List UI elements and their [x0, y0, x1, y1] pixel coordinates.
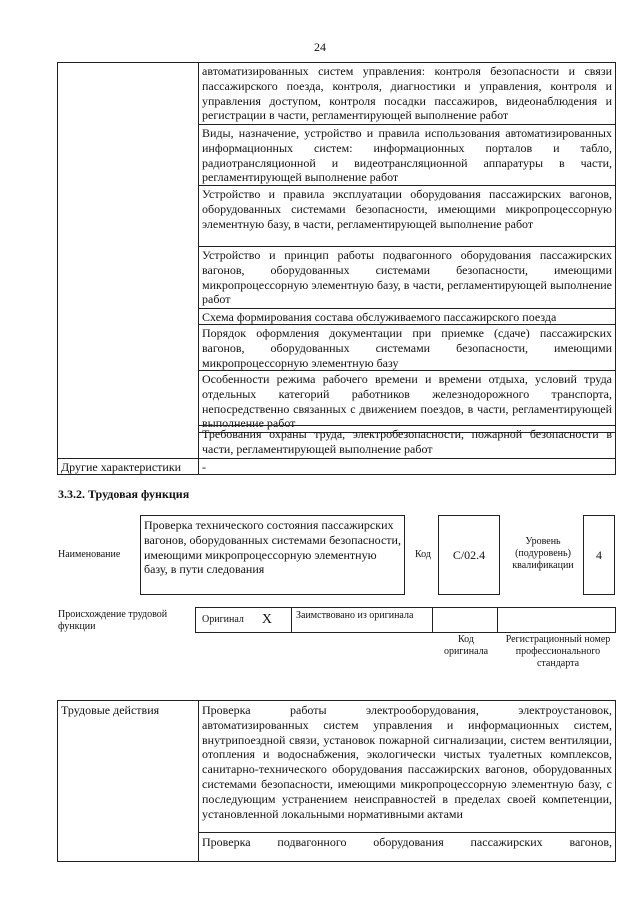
- original-cell: [195, 607, 292, 633]
- origin-label: Происхождение трудовой функции: [58, 609, 168, 632]
- knowledge-row: Требования охраны труда, электробезопасности, пожарной безопасности в части, регламентирующей выполнение работ: [198, 425, 616, 459]
- knowledge-row: Устройство и принцип работы подвагонного оборудования пассажирских вагонов, оборудованных системами безопасности, имеющими микропроцессорную элементную базу, в части, регламентирующей выполнение работ: [198, 246, 616, 309]
- reg-number-label: Регистрационный номер профессионального стандарта: [505, 634, 611, 669]
- level-value: 4: [583, 515, 615, 595]
- code-label: Код: [415, 549, 431, 560]
- borrowed-cell: Заимствовано из оригинала: [291, 607, 433, 633]
- original-label: Оригинал: [202, 614, 244, 625]
- name-label: Наименование: [58, 549, 121, 560]
- page-number: 24: [314, 40, 326, 54]
- action-row: Проверка работы электрооборудования, электроустановок, автоматизированных систем управления и информационных систем, внутрипоездной связи, установок пожарной сигнализации, систем вентиляции, отопления и водоснабжения, экологически чистых туалетных комплексов, санитарно-технического оборудования пассажирских вагонов, оборудованных системами безопасности, имеющими микропроцессорную элементную базу, с последующим устранением неисправностей в пределах своей компетенции, установленной локальными нормативными актами: [198, 700, 616, 833]
- level-label: Уровень (подуровень) квалификации: [512, 536, 574, 571]
- knowledge-row: Схема формирования состава обслуживаемого пассажирского поезда: [198, 308, 616, 325]
- function-name-value: Проверка технического состояния пассажирских вагонов, оборудованных системами безопасности, имеющими микропроцессорную элементную базу, в пути следования: [140, 515, 405, 595]
- code-original-box: [432, 607, 498, 633]
- function-code-value: C/02.4: [438, 515, 500, 595]
- actions-label: Трудовые действия: [57, 700, 199, 862]
- reg-number-box: [497, 607, 616, 633]
- knowledge-row: автоматизированных систем управления: контроля безопасности и связи пассажирского поезда, контроля, диагностики и управления, контроля и управления доступом, контроля посадки пассажиров, видеонаблюдения и регистрации в части, регламентирующей выполнение работ: [198, 62, 616, 125]
- knowledge-row: Виды, назначение, устройство и правила использования автоматизированных информационных систем: информационных порталов и табло, радиотрансляционной и видеотрансляционной аппаратуры в части, регламентирующей выполнение работ: [198, 124, 616, 186]
- top-table-left-column: [57, 62, 199, 459]
- original-mark: X: [261, 612, 273, 627]
- action-row: Проверка подвагонного оборудования пассажирских вагонов,: [198, 832, 616, 862]
- knowledge-row: Устройство и правила эксплуатации оборудования пассажирских вагонов, оборудованных системами безопасности, имеющими микропроцессорную элементную базу, в части, регламентирующей выполнение работ: [198, 185, 616, 247]
- code-original-label: Код оригинала: [443, 634, 489, 657]
- knowledge-row: Особенности режима рабочего времени и времени отдыха, условий труда отдельных категорий работников железнодорожного транспорта, непосредственно связанных с движением поездов, в части, регламентирующей выполнение работ: [198, 370, 616, 433]
- knowledge-row: Порядок оформления документации при приемке (сдаче) пассажирских вагонов, оборудованных системами безопасности, имеющими микропроцессорную элементную базу: [198, 324, 616, 371]
- section-title: 3.3.2. Трудовая функция: [58, 487, 190, 501]
- other-characteristics-value: -: [198, 458, 616, 475]
- other-characteristics-label: Другие характеристики: [57, 458, 199, 475]
